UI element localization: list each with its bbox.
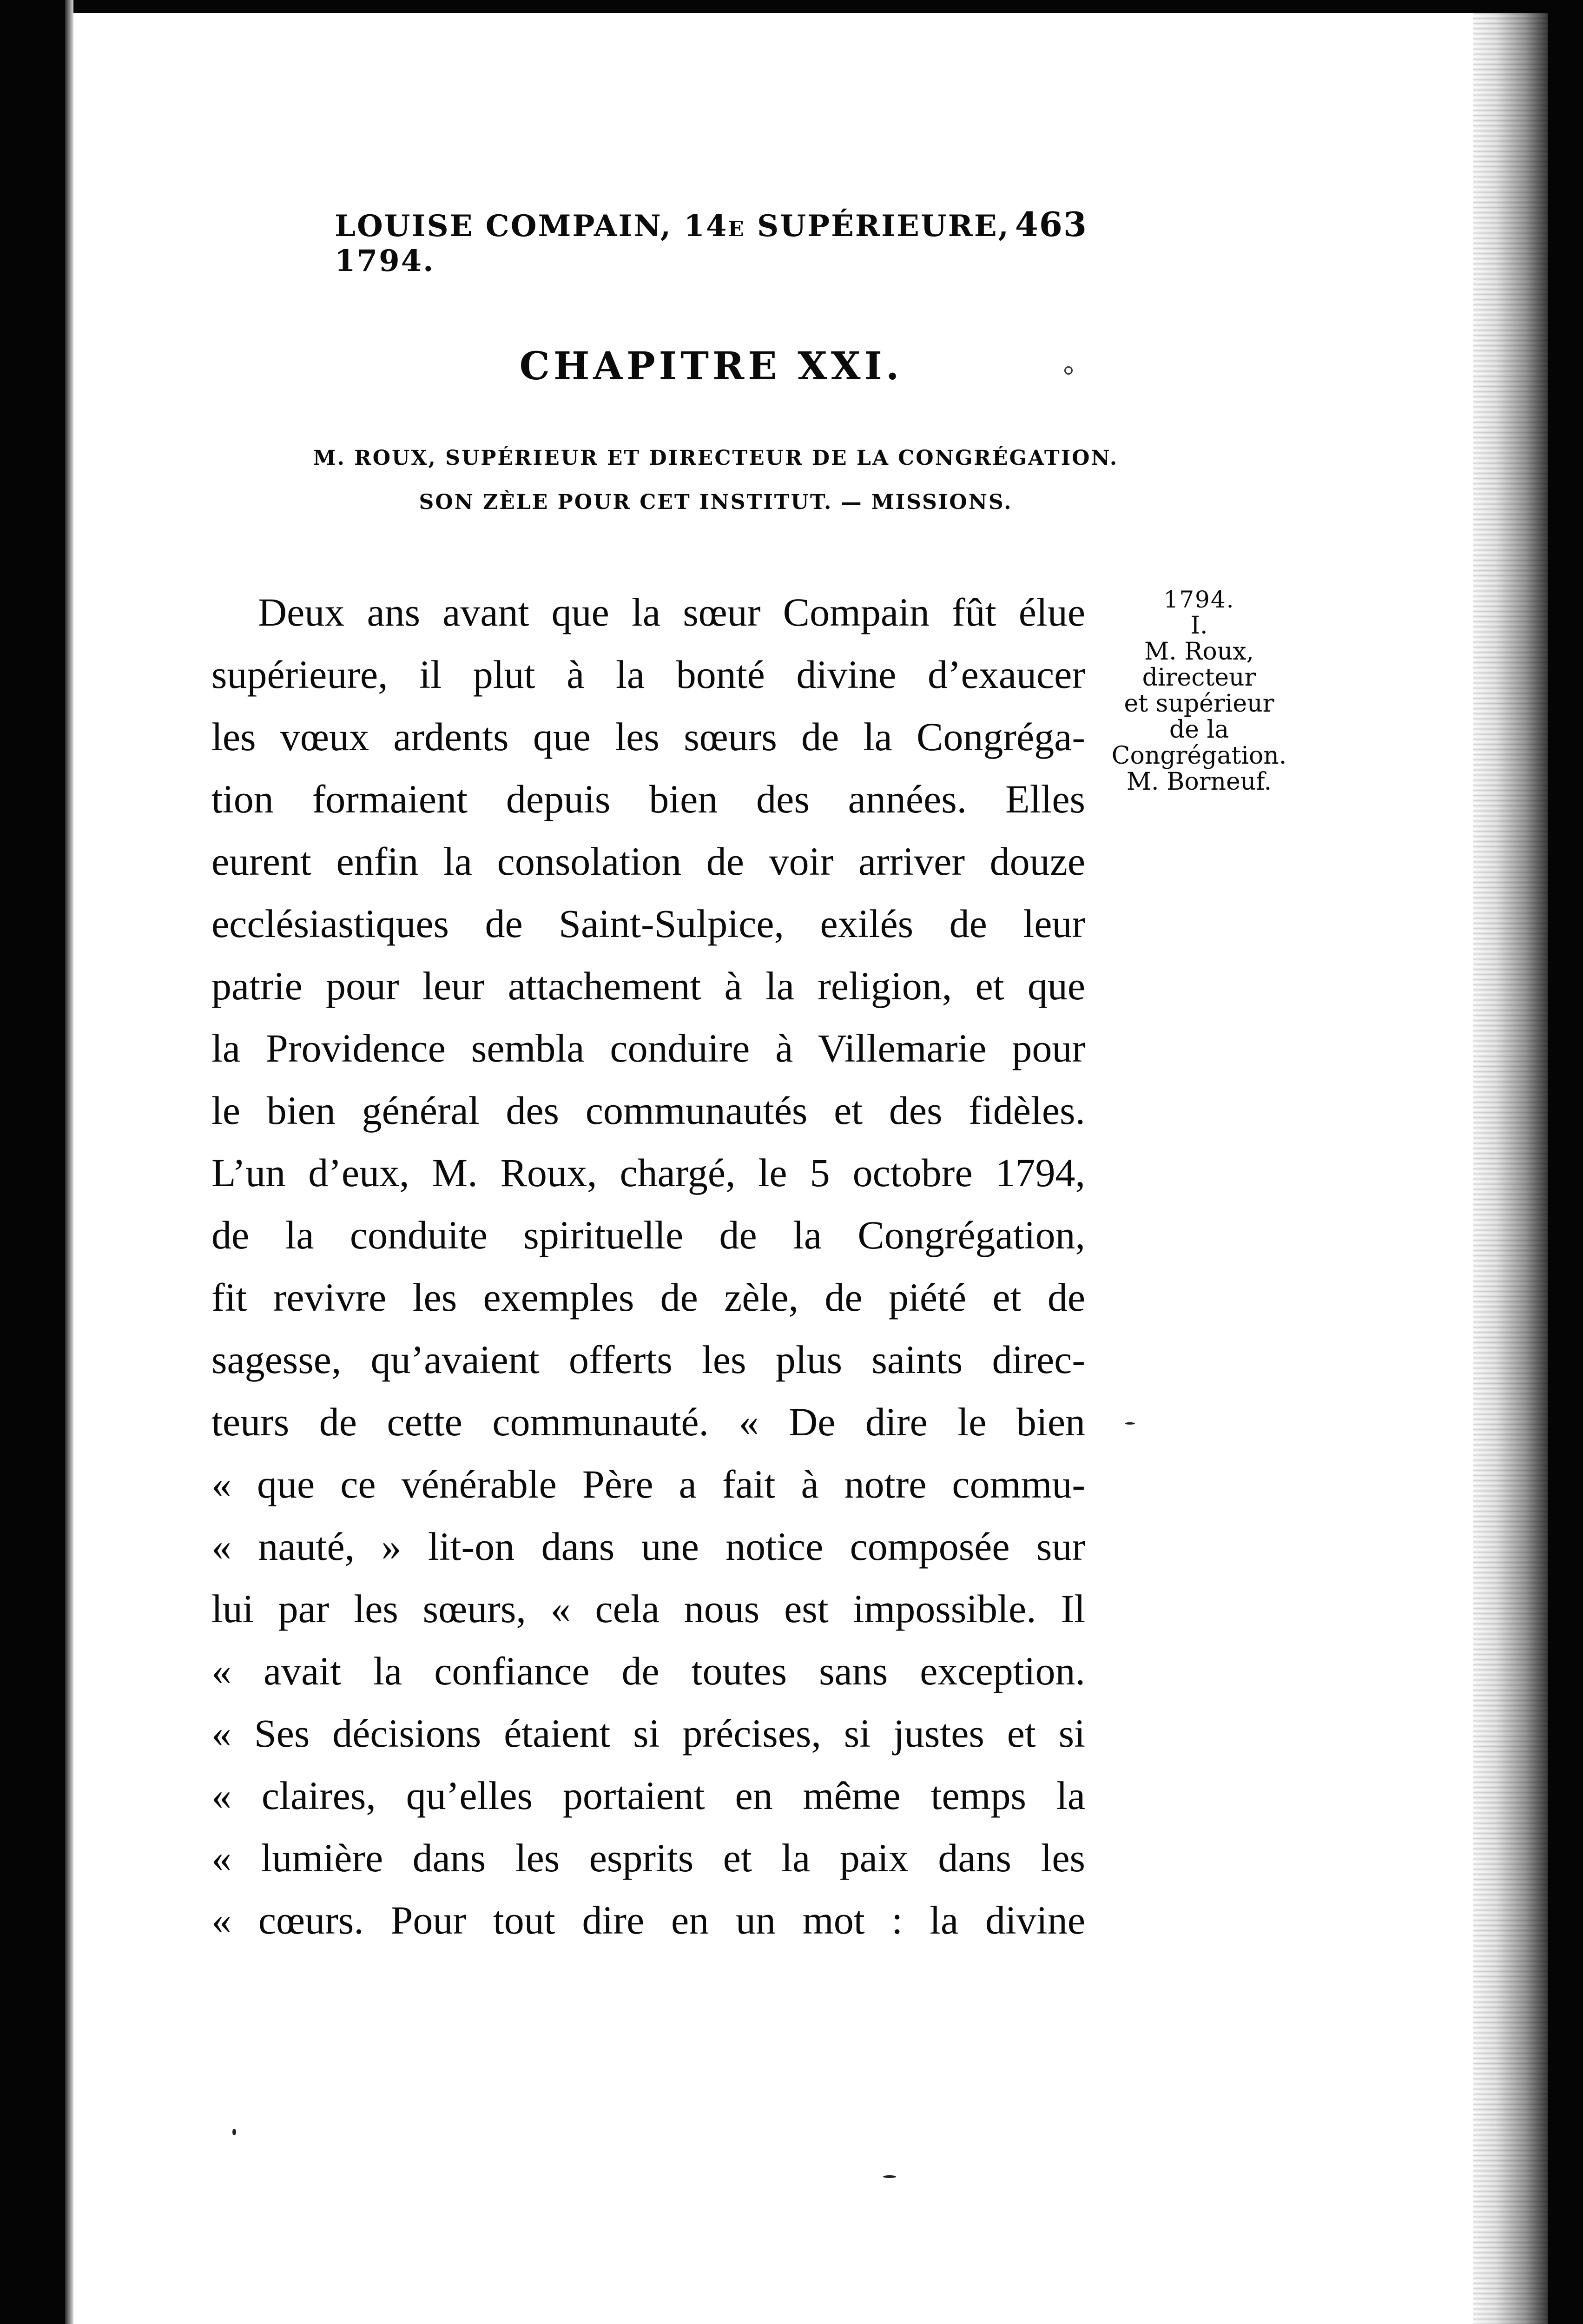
chapter-title: CHAPITRE XXI.: [519, 344, 903, 389]
body-line: Deux ans avant que la sœur Compain fût élue: [258, 590, 1085, 634]
body-line: patrie pour leur attachement à la religion, et que: [211, 964, 1085, 1008]
body-line: fit revivre les exemples de zèle, de piété et de: [211, 1275, 1085, 1320]
scan-speck: [1064, 366, 1073, 375]
scan-speck: [883, 2175, 896, 2178]
marginal-year: 1794.: [1163, 586, 1235, 613]
body-line: « cœurs. Pour tout dire en un mot : la divine: [211, 1898, 1085, 1942]
body-line: la Providence sembla conduire à Villemarie pour: [211, 1026, 1085, 1070]
body-line: les vœux ardents que les sœurs de la Congréga-: [211, 714, 1085, 759]
marginal-line: M. Roux,: [1144, 638, 1254, 666]
body-line: « claires, qu’elles portaient en même temps la: [211, 1773, 1085, 1818]
body-line: « nauté, » lit-on dans une notice composée sur: [211, 1524, 1085, 1569]
marginal-line: de la: [1169, 716, 1229, 744]
body-line: de la conduite spirituelle de la Congrégation,: [211, 1213, 1085, 1257]
body-line: « que ce vénérable Père a fait à notre commu-: [211, 1462, 1085, 1506]
marginal-line: directeur: [1142, 664, 1256, 692]
marginal-line: Congrégation.: [1111, 742, 1287, 770]
running-title: LOUISE COMPAIN, 14e SUPÉRIEURE, 1794.: [335, 209, 1010, 278]
chapter-summary-line-2: SON ZÈLE POUR CET INSTITUT. — MISSIONS.: [419, 490, 1013, 514]
body-line: L’un d’eux, M. Roux, chargé, le 5 octobre 1794,: [211, 1150, 1085, 1195]
body-line: « Ses décisions étaient si précises, si justes et si: [211, 1711, 1085, 1756]
marginal-line: et supérieur: [1124, 690, 1274, 718]
scan-border-top: [0, 0, 1583, 13]
marginal-note: [1097, 587, 1301, 795]
body-line: supérieure, il plut à la bonté divine d’exaucer: [211, 652, 1085, 697]
scan-border-right: [1548, 0, 1583, 2324]
page-number: 463: [1015, 205, 1088, 244]
scan-speck: [1125, 1422, 1135, 1425]
chapter-summary-line-1: M. ROUX, SUPÉRIEUR ET DIRECTEUR DE LA CONGRÉGATION.: [313, 446, 1119, 470]
marginal-section-number: I.: [1190, 612, 1208, 640]
body-line: teurs de cette communauté. « De dire le bien: [211, 1400, 1085, 1444]
body-line: tion formaient depuis bien des années. Elles: [211, 777, 1085, 821]
scan-border-left: [0, 0, 65, 2324]
body-line: eurent enfin la consolation de voir arriver douze: [211, 839, 1085, 884]
body-line: ecclésiastiques de Saint-Sulpice, exilés de leur: [211, 901, 1085, 946]
body-line: « avait la confiance de toutes sans exception.: [211, 1649, 1085, 1693]
scan-border-left-shadow: [65, 0, 73, 2324]
body-line: lui par les sœurs, « cela nous est impossible. Il: [211, 1586, 1085, 1631]
body-line: le bien général des communautés et des fidèles.: [211, 1088, 1085, 1133]
body-line: « lumière dans les esprits et la paix dans les: [211, 1835, 1085, 1880]
page-edge-shadow: [1473, 13, 1548, 2324]
body-line: sagesse, qu’avaient offerts les plus saints direc-: [211, 1337, 1085, 1382]
running-head: [335, 205, 1088, 278]
body-text: [211, 581, 1085, 1951]
scan-speck: [232, 2129, 236, 2135]
marginal-line: M. Borneuf.: [1126, 768, 1272, 796]
